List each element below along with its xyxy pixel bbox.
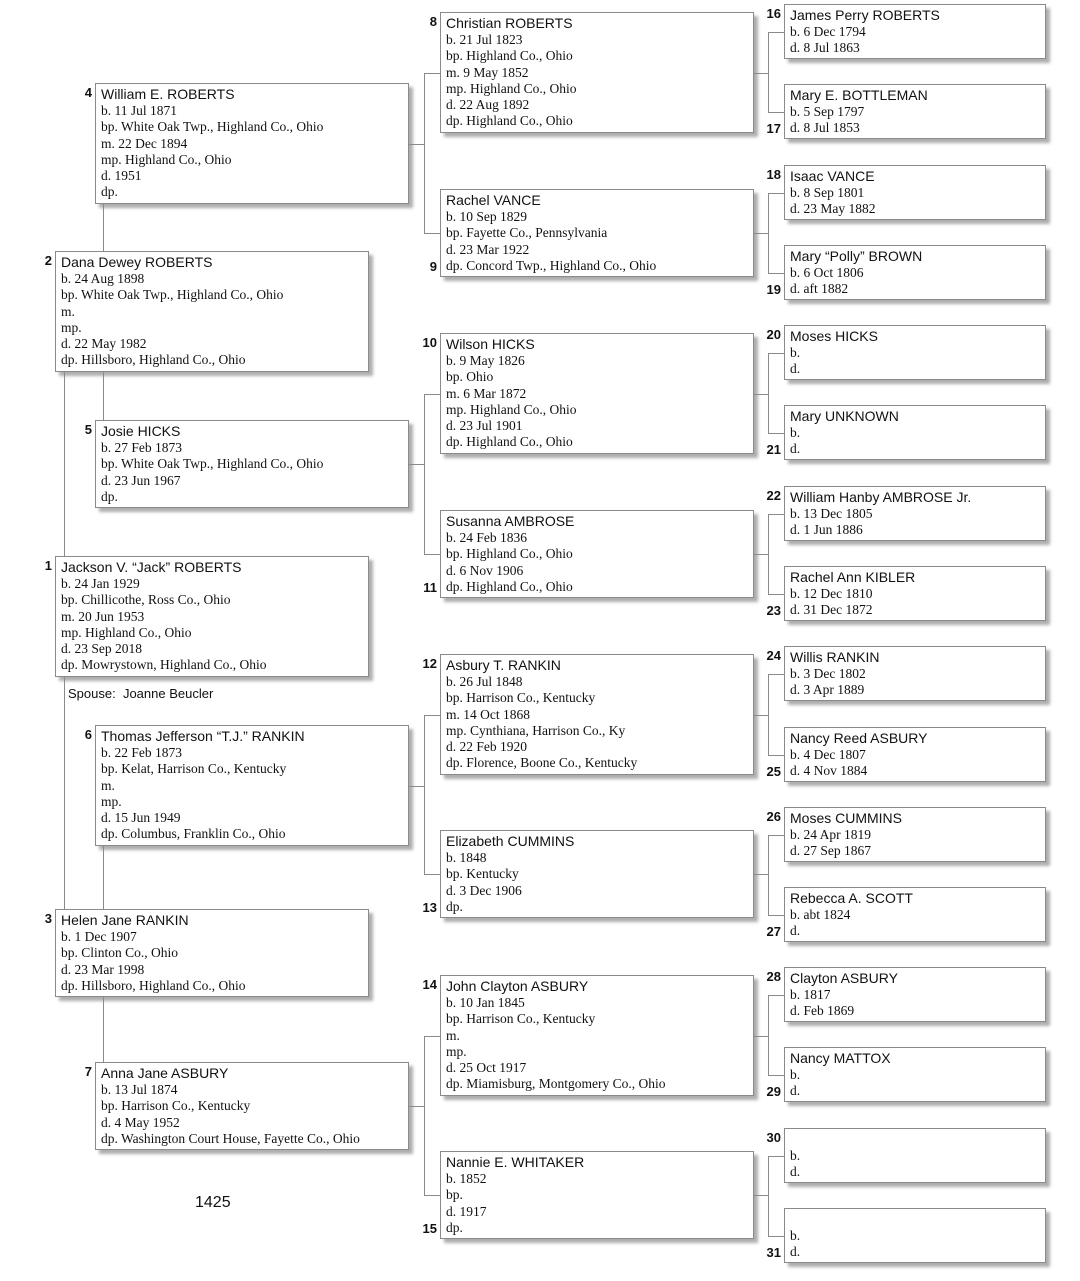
person-detail: d. 23 Jul 1901 [446, 418, 523, 434]
person-name: Mary UNKNOWN [790, 408, 899, 424]
ahnentafel-number: 9 [429, 259, 437, 274]
person-detail: bp. White Oak Twp., Highland Co., Ohio [101, 456, 324, 472]
ahnentafel-number: 8 [429, 14, 437, 29]
person-detail: m. 14 Oct 1868 [446, 706, 530, 722]
connector-line [424, 874, 440, 875]
person-detail: b. [790, 345, 801, 360]
person-name: Christian ROBERTS [446, 15, 573, 31]
person-detail: dp. Hillsboro, Highland Co., Ohio [61, 977, 246, 993]
person-box-15 [440, 1151, 754, 1239]
person-box-14 [440, 975, 754, 1096]
connector-line [768, 514, 769, 594]
connector-line [768, 915, 784, 916]
connector-line [103, 204, 104, 251]
person-detail: b. 24 Aug 1898 [61, 271, 145, 286]
person-detail: d. [790, 1164, 801, 1180]
person-name: Asbury T. RANKIN [446, 657, 561, 673]
connector-line [768, 1156, 769, 1236]
person-box-21 [784, 405, 1046, 460]
connector-line [754, 1036, 768, 1037]
person-detail: b. 27 Feb 1873 [101, 440, 182, 455]
connector-line [754, 554, 768, 555]
person-detail: b. 12 Dec 1810 [790, 586, 873, 601]
person-detail: d. [790, 361, 801, 377]
person-detail: dp. Washington Court House, Fayette Co., Ohio [101, 1130, 360, 1146]
connector-line [103, 846, 104, 909]
person-box-25 [784, 727, 1046, 782]
person-detail: dp. Concord Twp., Highland Co., Ohio [446, 257, 657, 273]
spouse-line [68, 686, 213, 701]
person-detail: dp. Columbus, Franklin Co., Ohio [101, 826, 286, 842]
spouse-name: Joanne Beucler [122, 686, 214, 701]
person-detail: bp. Harrison Co., Kentucky [101, 1098, 251, 1114]
ahnentafel-number: 24 [766, 648, 781, 663]
spouse-label: Spouse: [68, 686, 116, 701]
person-box-12 [440, 654, 754, 775]
person-box-18 [784, 165, 1046, 220]
page-number: 1425 [195, 1194, 231, 1211]
person-box-19 [784, 245, 1046, 300]
person-detail: d. aft 1882 [790, 281, 849, 297]
person-detail: bp. Harrison Co., Kentucky [446, 1011, 596, 1027]
person-detail: b. 13 Jul 1874 [101, 1082, 178, 1097]
person-detail: d. 8 Jul 1863 [790, 40, 860, 56]
person-detail: d. 8 Jul 1853 [790, 120, 860, 136]
person-detail: dp. [101, 488, 118, 504]
ahnentafel-number: 11 [423, 580, 437, 595]
person-name: Clayton ASBURY [790, 970, 898, 986]
person-detail: b. 8 Sep 1801 [790, 185, 865, 200]
connector-line [768, 112, 784, 113]
person-name: William Hanby AMBROSE Jr. [790, 489, 972, 505]
person-detail: d. 1951 [101, 168, 142, 184]
person-detail: b. 22 Feb 1873 [101, 745, 182, 760]
person-detail: b. 1848 [446, 850, 487, 865]
person-detail: b. [790, 1067, 801, 1082]
person-detail: b. 6 Dec 1794 [790, 24, 866, 39]
ahnentafel-number: 25 [766, 764, 781, 779]
ahnentafel-number: 27 [766, 924, 781, 939]
person-box-27 [784, 887, 1046, 942]
person-detail: d. 22 May 1982 [61, 336, 147, 352]
ahnentafel-number: 29 [766, 1084, 781, 1099]
ahnentafel-number: 17 [766, 121, 781, 136]
ahnentafel-number: 1 [44, 558, 52, 573]
person-detail: b. 3 Dec 1802 [790, 666, 866, 681]
person-detail: b. 13 Dec 1805 [790, 506, 873, 521]
person-detail: d. 23 Mar 1998 [61, 961, 145, 977]
person-name: Helen Jane RANKIN [61, 912, 189, 928]
ahnentafel-number: 16 [766, 6, 781, 21]
connector-line [424, 554, 440, 555]
person-detail: d. 4 May 1952 [101, 1114, 180, 1130]
connector-line [768, 755, 784, 756]
connector-line [768, 594, 784, 595]
person-detail: d. [790, 1244, 801, 1260]
person-detail: b. 11 Jul 1871 [101, 103, 178, 118]
person-detail: bp. Fayette Co., Pennsylvania [446, 225, 608, 241]
person-detail: mp. Highland Co., Ohio [446, 401, 577, 417]
person-box-23 [784, 566, 1046, 621]
person-name: Wilson HICKS [446, 336, 535, 352]
connector-line [768, 193, 769, 273]
person-detail: dp. Hillsboro, Highland Co., Ohio [61, 352, 246, 368]
person-name: Anna Jane ASBURY [101, 1065, 229, 1081]
ahnentafel-number: 21 [766, 442, 781, 457]
person-box-4 [95, 83, 409, 204]
person-box-28 [784, 967, 1046, 1022]
person-name: Rachel VANCE [446, 192, 541, 208]
person-detail: m. [101, 777, 115, 793]
ahnentafel-number: 22 [766, 488, 781, 503]
person-detail: bp. Chillicothe, Ross Co., Ohio [61, 592, 231, 608]
connector-line [768, 353, 784, 354]
person-detail: dp. [101, 184, 118, 200]
person-box-24 [784, 646, 1046, 701]
person-detail: bp. Highland Co., Ohio [446, 48, 573, 64]
person-detail: mp. [61, 319, 82, 335]
person-detail: b. [790, 1228, 801, 1243]
connector-line [424, 715, 425, 875]
person-name: Jackson V. “Jack” ROBERTS [61, 559, 242, 575]
person-detail: d. 23 Sep 2018 [61, 641, 142, 657]
connector-line [103, 372, 104, 420]
connector-line [768, 433, 784, 434]
ahnentafel-number: 7 [84, 1064, 92, 1079]
connector-line [424, 1036, 440, 1037]
person-name [790, 1131, 1040, 1148]
connector-line [768, 835, 769, 915]
person-detail: d. 23 Mar 1922 [446, 241, 530, 257]
ahnentafel-number: 13 [422, 900, 437, 915]
connector-line [103, 997, 104, 1062]
person-detail: d. 25 Oct 1917 [446, 1060, 527, 1076]
connector-line [768, 674, 769, 755]
person-detail: b. 26 Jul 1848 [446, 674, 523, 689]
person-detail: bp. Clinton Co., Ohio [61, 945, 179, 961]
person-detail: dp. Highland Co., Ohio [446, 113, 573, 129]
connector-line [768, 193, 784, 194]
person-detail: m. 22 Dec 1894 [101, 135, 188, 151]
connector-line [64, 677, 65, 909]
ahnentafel-number: 4 [84, 85, 92, 100]
person-name: Moses CUMMINS [790, 810, 903, 826]
person-detail: b. 21 Jul 1823 [446, 32, 523, 47]
person-name: Isaac VANCE [790, 168, 875, 184]
person-detail: m. [446, 1027, 460, 1043]
ahnentafel-number: 20 [766, 327, 781, 342]
person-detail: b. 4 Dec 1807 [790, 747, 866, 762]
person-box-2 [55, 251, 369, 372]
connector-line [424, 394, 440, 395]
ahnentafel-number: 10 [422, 335, 437, 350]
person-box-10 [440, 333, 754, 454]
person-detail: b. abt 1824 [790, 907, 851, 922]
person-name: Dana Dewey ROBERTS [61, 254, 213, 270]
person-detail: m. 6 Mar 1872 [446, 385, 527, 401]
person-detail: b. [790, 1148, 801, 1163]
person-detail: b. 1817 [790, 987, 831, 1002]
connector-line [754, 233, 768, 234]
person-box-29 [784, 1047, 1046, 1102]
person-detail: b. 9 May 1826 [446, 353, 525, 368]
connector-line [768, 835, 784, 836]
connector-line [768, 995, 784, 996]
person-box-1 [55, 556, 369, 677]
person-detail: mp. [101, 793, 122, 809]
person-name: Josie HICKS [101, 423, 181, 439]
ahnentafel-number: 2 [44, 253, 52, 268]
connector-line [768, 1156, 784, 1157]
connector-line [64, 372, 65, 556]
connector-line [424, 73, 425, 234]
person-box-9 [440, 189, 754, 277]
connector-line [768, 1075, 784, 1076]
person-box-5 [95, 420, 409, 508]
connector-line [768, 514, 784, 515]
person-detail: d. 1917 [446, 1203, 487, 1219]
person-detail: b. 24 Feb 1836 [446, 530, 527, 545]
connector-line [768, 273, 784, 274]
person-detail: dp. Highland Co., Ohio [446, 578, 573, 594]
person-detail: d. 3 Apr 1889 [790, 682, 865, 698]
person-box-6 [95, 725, 409, 846]
ahnentafel-number: 14 [422, 977, 437, 992]
person-detail: d. 31 Dec 1872 [790, 602, 873, 618]
person-box-17 [784, 84, 1046, 139]
person-box-26 [784, 807, 1046, 862]
person-detail: b. 24 Apr 1819 [790, 827, 871, 842]
person-name: Nancy MATTOX [790, 1050, 891, 1066]
person-box-3 [55, 909, 369, 997]
person-detail: d. Feb 1869 [790, 1003, 855, 1019]
person-detail: d. 6 Nov 1906 [446, 562, 524, 578]
ahnentafel-number: 26 [766, 809, 781, 824]
person-detail: bp. [446, 1187, 463, 1203]
person-detail: d. [790, 923, 801, 939]
person-detail: dp. [446, 898, 463, 914]
person-detail: m. 9 May 1852 [446, 64, 529, 80]
person-detail: b. 1 Dec 1907 [61, 929, 137, 944]
person-detail: bp. Harrison Co., Kentucky [446, 690, 596, 706]
person-name: John Clayton ASBURY [446, 978, 589, 994]
person-detail: d. 27 Sep 1867 [790, 843, 871, 859]
person-detail: dp. Miamisburg, Montgomery Co., Ohio [446, 1076, 666, 1092]
ahnentafel-number: 19 [766, 282, 781, 297]
person-detail: dp. [446, 1219, 463, 1235]
person-name: Rachel Ann KIBLER [790, 569, 916, 585]
person-detail: mp. Highland Co., Ohio [61, 624, 192, 640]
person-name: Thomas Jefferson “T.J.” RANKIN [101, 728, 305, 744]
connector-line [409, 464, 424, 465]
connector-line [409, 786, 424, 787]
person-detail: b. 1852 [446, 1171, 487, 1186]
connector-line [424, 233, 440, 234]
connector-line [754, 874, 768, 875]
ahnentafel-number: 5 [84, 422, 92, 437]
person-name: Elizabeth CUMMINS [446, 833, 575, 849]
connector-line [409, 144, 424, 145]
person-detail: d. [790, 1083, 801, 1099]
person-detail: d. [790, 441, 801, 457]
person-detail: mp. Highland Co., Ohio [101, 151, 232, 167]
person-detail: d. 23 Jun 1967 [101, 472, 181, 488]
person-detail: b. 5 Sep 1797 [790, 104, 865, 119]
ahnentafel-number: 31 [766, 1245, 781, 1260]
person-detail: d. 4 Nov 1884 [790, 763, 868, 779]
connector-line [424, 1036, 425, 1196]
connector-line [424, 1195, 440, 1196]
connector-line [424, 73, 440, 74]
person-name: Susanna AMBROSE [446, 513, 575, 529]
ahnentafel-number: 12 [422, 656, 437, 671]
person-detail: m. 20 Jun 1953 [61, 608, 145, 624]
person-name: Nancy Reed ASBURY [790, 730, 928, 746]
connector-line [409, 1106, 424, 1107]
person-name [790, 1211, 1040, 1228]
connector-line [424, 394, 425, 555]
person-name: Nannie E. WHITAKER [446, 1154, 585, 1170]
person-detail: bp. Kentucky [446, 866, 519, 882]
person-detail: d. 1 Jun 1886 [790, 522, 863, 538]
ahnentafel-number: 30 [766, 1130, 781, 1145]
connector-line [768, 353, 769, 433]
person-detail: d. 23 May 1882 [790, 201, 876, 217]
person-detail: d. 15 Jun 1949 [101, 810, 181, 826]
connector-line [754, 394, 768, 395]
person-detail: b. 6 Oct 1806 [790, 265, 864, 280]
connector-line [754, 73, 768, 74]
person-detail: mp. [446, 1043, 467, 1059]
person-detail: dp. Florence, Boone Co., Kentucky [446, 755, 638, 771]
ahnentafel-number: 28 [766, 969, 781, 984]
person-name: Willis RANKIN [790, 649, 880, 665]
person-box-8 [440, 12, 754, 133]
person-detail: d. 22 Aug 1892 [446, 97, 530, 113]
person-detail: bp. Kelat, Harrison Co., Kentucky [101, 761, 287, 777]
person-detail: mp. Highland Co., Ohio [446, 80, 577, 96]
person-box-7 [95, 1062, 409, 1150]
person-detail: b. 24 Jan 1929 [61, 576, 140, 591]
ahnentafel-number: 23 [766, 603, 781, 618]
person-box-20 [784, 325, 1046, 380]
person-box-30 [784, 1128, 1046, 1183]
connector-line [768, 32, 769, 112]
connector-line [754, 1195, 768, 1196]
person-detail: mp. Cynthiana, Harrison Co., Ky [446, 722, 626, 738]
person-name: James Perry ROBERTS [790, 7, 940, 23]
person-name: Rebecca A. SCOTT [790, 890, 913, 906]
connector-line [768, 32, 784, 33]
person-detail: m. [61, 303, 75, 319]
person-detail: dp. Mowrystown, Highland Co., Ohio [61, 657, 267, 673]
person-detail: b. [790, 425, 801, 440]
connector-line [768, 1236, 784, 1237]
person-detail: bp. White Oak Twp., Highland Co., Ohio [101, 119, 324, 135]
person-name: Mary E. BOTTLEMAN [790, 87, 928, 103]
connector-line [424, 715, 440, 716]
person-box-31 [784, 1208, 1046, 1263]
person-detail: b. 10 Sep 1829 [446, 209, 527, 224]
person-detail: d. 3 Dec 1906 [446, 882, 522, 898]
person-detail: bp. Highland Co., Ohio [446, 546, 573, 562]
ahnentafel-number: 3 [44, 911, 52, 926]
person-name: William E. ROBERTS [101, 86, 235, 102]
connector-line [754, 715, 768, 716]
person-detail: bp. Ohio [446, 369, 494, 385]
person-detail: bp. White Oak Twp., Highland Co., Ohio [61, 287, 284, 303]
ahnentafel-number: 18 [766, 167, 781, 182]
connector-line [768, 995, 769, 1075]
person-name: Mary “Polly” BROWN [790, 248, 923, 264]
person-detail: dp. Highland Co., Ohio [446, 434, 573, 450]
ahnentafel-number: 15 [422, 1221, 437, 1236]
ahnentafel-number: 6 [84, 727, 92, 742]
person-detail: d. 22 Feb 1920 [446, 739, 527, 755]
person-box-16 [784, 4, 1046, 59]
connector-line [768, 674, 784, 675]
person-name: Moses HICKS [790, 328, 878, 344]
person-box-22 [784, 486, 1046, 541]
person-box-11 [440, 510, 754, 598]
person-box-13 [440, 830, 754, 918]
person-detail: b. 10 Jan 1845 [446, 995, 525, 1010]
